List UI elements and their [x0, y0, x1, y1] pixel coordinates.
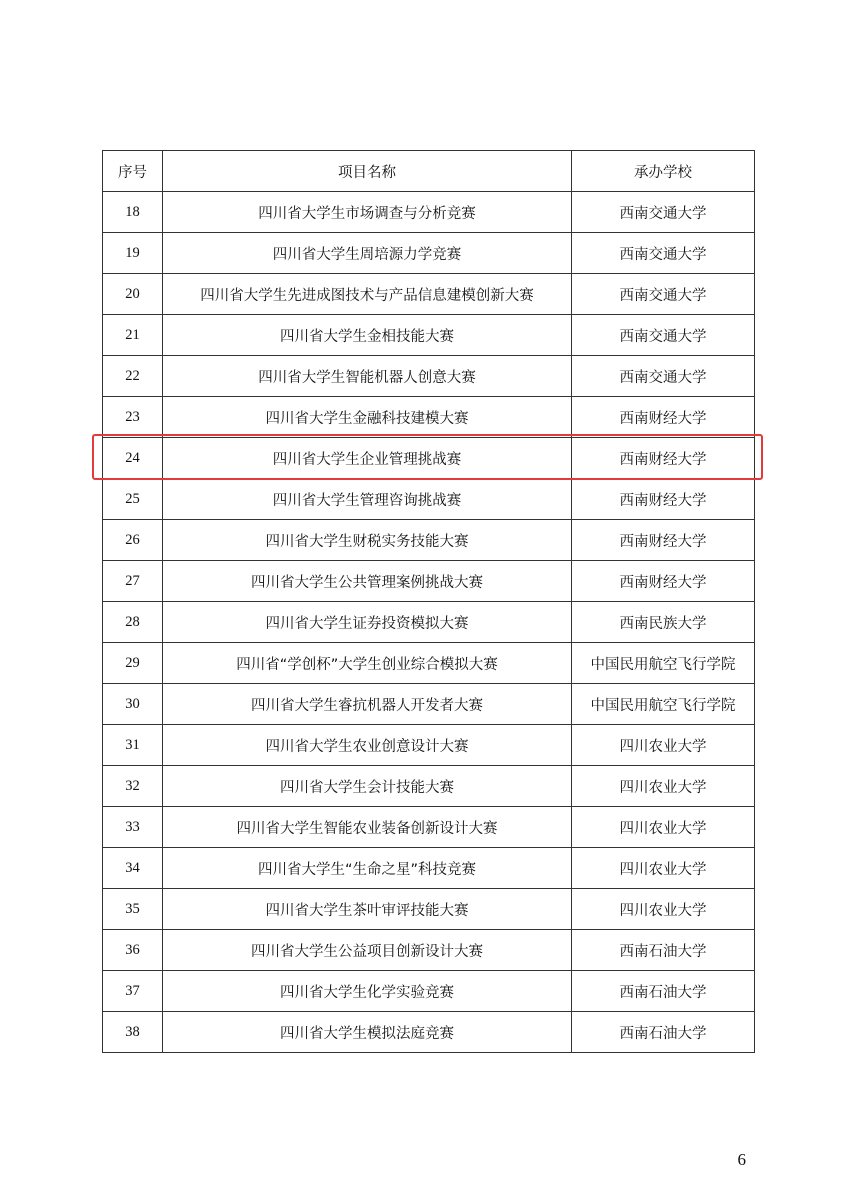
row-name: 四川省大学生会计技能大赛: [163, 766, 572, 807]
row-school: 四川农业大学: [572, 766, 755, 807]
row-school: 西南民族大学: [572, 602, 755, 643]
row-no: 28: [103, 602, 163, 643]
table-row: [103, 479, 755, 520]
row-no: 20: [103, 274, 163, 315]
row-no: 18: [103, 192, 163, 233]
row-school: 中国民用航空飞行学院: [572, 684, 755, 725]
row-school: 西南石油大学: [572, 971, 755, 1012]
table-row: [103, 602, 755, 643]
row-school: 西南交通大学: [572, 192, 755, 233]
row-name: 四川省“学创杯”大学生创业综合模拟大赛: [163, 643, 572, 684]
row-no: 29: [103, 643, 163, 684]
row-no: 35: [103, 889, 163, 930]
row-no: 36: [103, 930, 163, 971]
row-no: 19: [103, 233, 163, 274]
row-name: 四川省大学生市场调查与分析竞赛: [163, 192, 572, 233]
row-no: 37: [103, 971, 163, 1012]
table-header-row: [103, 151, 755, 192]
table-row: [103, 684, 755, 725]
table-row: [103, 725, 755, 766]
row-school: 西南财经大学: [572, 479, 755, 520]
row-name: 四川省大学生睿抗机器人开发者大赛: [163, 684, 572, 725]
row-name: 四川省大学生证券投资模拟大赛: [163, 602, 572, 643]
table-row: [103, 192, 755, 233]
table-row-highlighted: [103, 438, 755, 479]
row-name: 四川省大学生先进成图技术与产品信息建模创新大赛: [163, 274, 572, 315]
row-school: 四川农业大学: [572, 848, 755, 889]
row-no: 21: [103, 315, 163, 356]
row-no: 31: [103, 725, 163, 766]
row-name: 四川省大学生企业管理挑战赛: [163, 438, 572, 479]
row-no: 22: [103, 356, 163, 397]
row-school: 西南财经大学: [572, 520, 755, 561]
row-name: 四川省大学生管理咨询挑战赛: [163, 479, 572, 520]
page-number: 6: [737, 1150, 746, 1169]
row-name: 四川省大学生智能机器人创意大赛: [163, 356, 572, 397]
header-school: 承办学校: [572, 151, 755, 192]
table-row: [103, 643, 755, 684]
header-no: 序号: [103, 151, 163, 192]
header-name: 项目名称: [163, 151, 572, 192]
row-school: 中国民用航空飞行学院: [572, 643, 755, 684]
row-school: 西南财经大学: [572, 438, 755, 479]
row-school: 四川农业大学: [572, 889, 755, 930]
table-row: [103, 233, 755, 274]
row-name: 四川省大学生“生命之星”科技竞赛: [163, 848, 572, 889]
row-no: 23: [103, 397, 163, 438]
row-name: 四川省大学生模拟法庭竞赛: [163, 1012, 572, 1053]
row-name: 四川省大学生公共管理案例挑战大赛: [163, 561, 572, 602]
row-name: 四川省大学生农业创意设计大赛: [163, 725, 572, 766]
table-row: [103, 315, 755, 356]
row-school: 四川农业大学: [572, 807, 755, 848]
table-row: [103, 274, 755, 315]
table-row: [103, 848, 755, 889]
table-row: [103, 397, 755, 438]
table-row: [103, 356, 755, 397]
row-school: 西南交通大学: [572, 356, 755, 397]
table-row: [103, 807, 755, 848]
row-name: 四川省大学生化学实验竞赛: [163, 971, 572, 1012]
row-school: 西南交通大学: [572, 315, 755, 356]
row-name: 四川省大学生金融科技建模大赛: [163, 397, 572, 438]
row-no: 26: [103, 520, 163, 561]
row-name: 四川省大学生财税实务技能大赛: [163, 520, 572, 561]
row-name: 四川省大学生智能农业装备创新设计大赛: [163, 807, 572, 848]
row-name: 四川省大学生周培源力学竞赛: [163, 233, 572, 274]
table-row: [103, 520, 755, 561]
competition-table: [102, 150, 755, 1053]
row-no: 33: [103, 807, 163, 848]
row-name: 四川省大学生金相技能大赛: [163, 315, 572, 356]
row-no: 24: [103, 438, 163, 479]
table-row: [103, 971, 755, 1012]
row-school: 西南石油大学: [572, 930, 755, 971]
table-row: [103, 889, 755, 930]
table-row: [103, 766, 755, 807]
row-school: 西南财经大学: [572, 397, 755, 438]
row-no: 32: [103, 766, 163, 807]
row-school: 西南交通大学: [572, 274, 755, 315]
row-school: 四川农业大学: [572, 725, 755, 766]
table-row: [103, 930, 755, 971]
row-no: 38: [103, 1012, 163, 1053]
table-row: [103, 561, 755, 602]
table-row: [103, 1012, 755, 1053]
row-school: 西南交通大学: [572, 233, 755, 274]
row-school: 西南石油大学: [572, 1012, 755, 1053]
row-no: 27: [103, 561, 163, 602]
row-name: 四川省大学生公益项目创新设计大赛: [163, 930, 572, 971]
row-school: 西南财经大学: [572, 561, 755, 602]
row-no: 34: [103, 848, 163, 889]
row-no: 30: [103, 684, 163, 725]
row-no: 25: [103, 479, 163, 520]
row-name: 四川省大学生茶叶审评技能大赛: [163, 889, 572, 930]
